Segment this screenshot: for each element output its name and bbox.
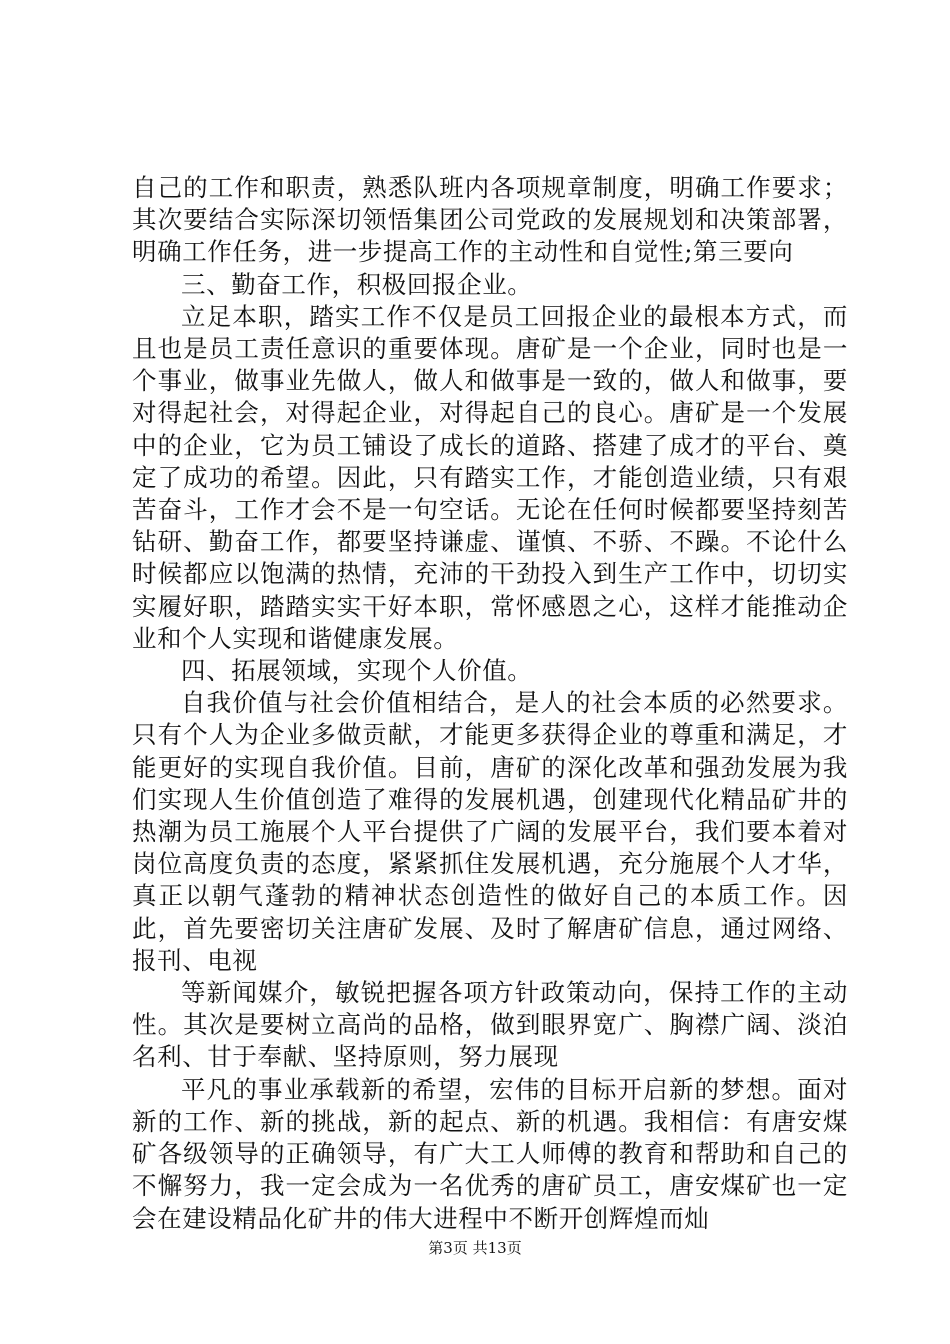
- section-heading-3: 三、勤奋工作，积极回报企业。: [181, 269, 533, 299]
- section-heading-4: 四、拓展领域，实现个人价值。: [181, 656, 533, 686]
- paragraph: 立足本职，踏实工作不仅是员工回报企业的最根本方式，而且也是员工责任意识的重要体现。唐矿是一个企业，同时也是一个事业，做事业先做人，做人和做事是一致的，做人和做事，要对得起社会，对得起企业，对得起自己的良心。唐矿是一个发展中的企业，它为员工铺设了成长的道路、搭建了成才的平台、奠定了成功的希望。因此，只有踏实工作，才能创造业绩，只有艰苦奋斗，工作才会不是一句空话。无论在任何时候都要坚持刻苦钻研、勤奋工作，都要坚持谦虚、谨慎、不骄、不躁。不论什么时候都应以饱满的热情，充沛的干劲投入到生产工作中，切切实实履好职，踏踏实实干好本职，常怀感恩之心，这样才能推动企业和个人实现和谐健康发展。: [132, 301, 848, 653]
- paragraph: 平凡的事业承载新的希望，宏伟的目标开启新的梦想。面对新的工作、新的挑战，新的起点、新的机遇。我相信：有唐安煤矿各级领导的正确领导，有广大工人师傅的教育和帮助和自己的不懈努力，我一定会成为一名优秀的唐矿员工，唐安煤矿也一定会在建设精品化矿井的伟大进程中不断开创辉煌而灿: [132, 1074, 848, 1233]
- page-number-footer: 第3页 共13页: [428, 1239, 522, 1257]
- paragraph-continuation: 自己的工作和职责，熟悉队班内各项规章制度，明确工作要求；其次要结合实际深切领悟集团公司党政的发展规划和决策部署，明确工作任务，进一步提高工作的主动性和自觉性;第三要向: [132, 173, 848, 267]
- paragraph: 等新闻媒介，敏锐把握各项方针政策动向，保持工作的主动性。其次是要树立高尚的品格，做到眼界宽广、胸襟广阔、淡泊名利、甘于奉献、坚持原则，努力展现: [132, 978, 848, 1072]
- paragraph: 自我价值与社会价值相结合，是人的社会本质的必然要求。只有个人为企业多做贡献，才能更多获得企业的尊重和满足，才能更好的实现自我价值。目前，唐矿的深化改革和强劲发展为我们实现人生价值创造了难得的发展机遇，创建现代化精品矿井的热潮为员工施展个人平台提供了广阔的发展平台，我们要本着对岗位高度负责的态度，紧紧抓住发展机遇，充分施展个人才华，真正以朝气蓬勃的精神状态创造性的做好自己的本质工作。因此，首先要密切关注唐矿发展、及时了解唐矿信息，通过网络、报刊、电视: [132, 688, 848, 975]
- document-body: [132, 172, 848, 1235]
